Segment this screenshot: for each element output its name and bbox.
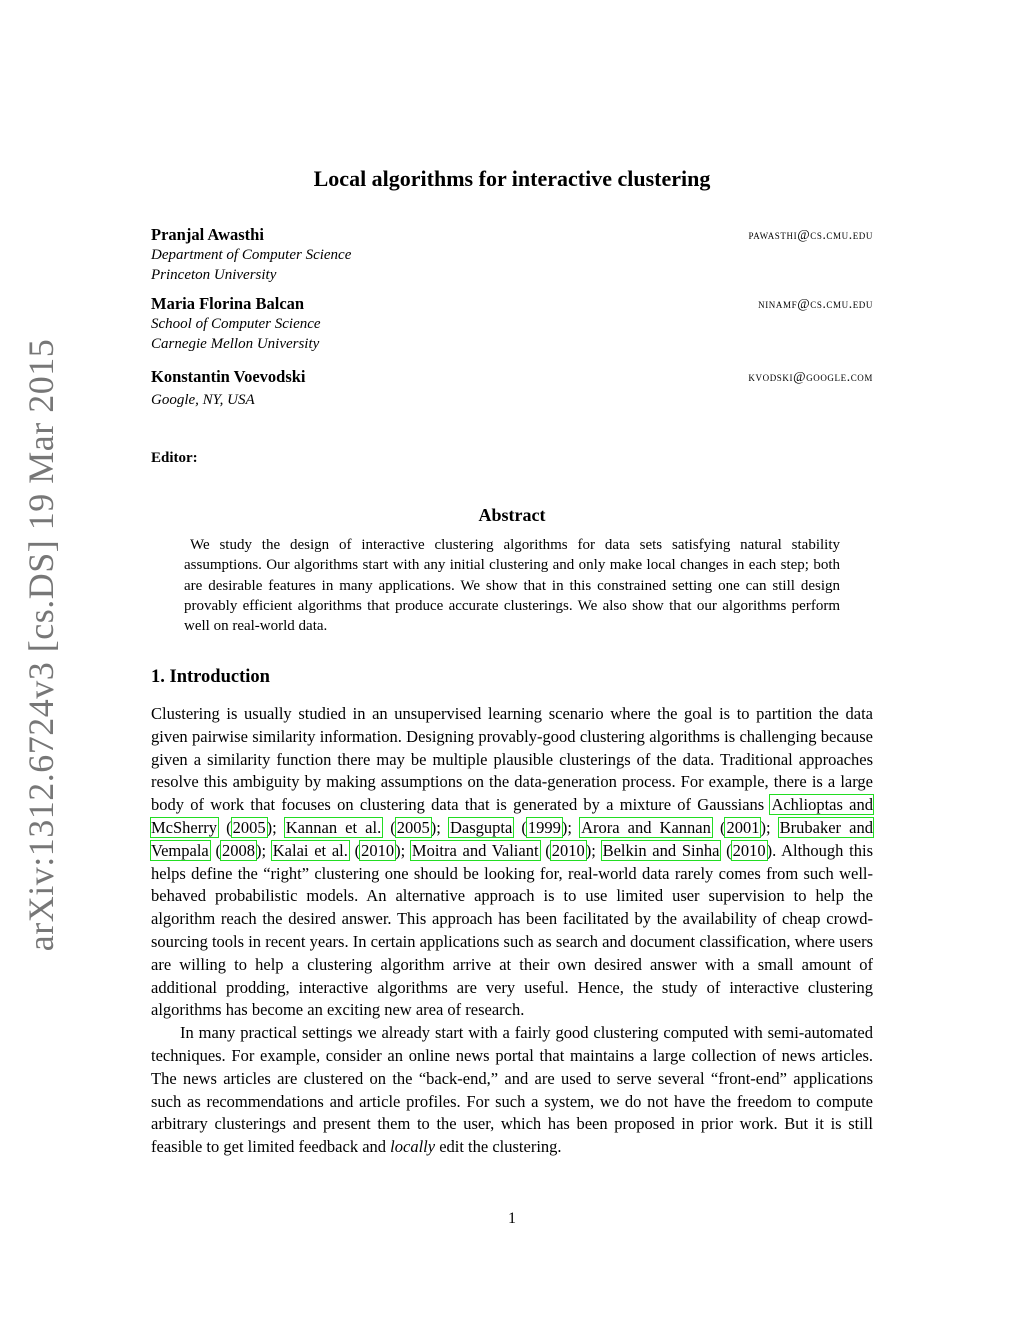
author-affiliation: Princeton University <box>151 267 277 283</box>
editor-label: Editor: <box>151 450 198 466</box>
abstract-content: We study the design of interactive clustering algorithms for data sets satisfying natural stability assumptions. Our algorithms start with any initial clustering and only make local changes in each step; both are desirable features in many applications. We show that in this constrained setting one can still design provably efficient algorithms that produce accurate clusterings. We also show that our algorithms perform well on real-world data. <box>184 537 840 635</box>
author-block <box>151 294 873 354</box>
citation-link[interactable]: Kannan et al. <box>285 817 382 837</box>
author-affiliation: Google, NY, USA <box>151 392 255 408</box>
page-number: 1 <box>508 1210 516 1227</box>
author-email[interactable]: ninamf@cs.cmu.edu <box>758 296 873 311</box>
citation-link[interactable]: Arora and Kannan <box>581 817 711 837</box>
emphasis: locally <box>390 1137 436 1157</box>
paragraph-text: Clustering is usually studied in an unsupervised learning scenario where the goal is to partition the data given pairwise similarity information. Designing provably-good clustering algorithms is challenging because given a similarity function there may be multiple plausible clusterings of the data. Traditional approaches resolve this ambiguity by making assumptions on the data-generation process. For example, there is a large body of work that focuses on clustering data that is generated by a mixture of Gaussians <box>151 704 873 815</box>
citation-year-link[interactable]: 2005 <box>232 817 266 837</box>
abstract-heading: Abstract <box>478 505 546 525</box>
author-affiliation: Carnegie Mellon University <box>151 336 320 352</box>
author-name: Konstantin Voevodski <box>151 367 306 386</box>
citation-link[interactable]: Kalai et al. <box>272 840 348 860</box>
author-name: Pranjal Awasthi <box>151 225 264 244</box>
citation-link[interactable]: Moitra and Valiant <box>411 840 539 860</box>
citation-year-link[interactable]: 1999 <box>527 817 561 837</box>
section-body <box>151 703 873 1159</box>
paragraph: Clustering is usually studied in an unsupervised learning scenario where the goal is to partition the data given pairwise similarity information. Designing provably-good clustering algorithms is challenging because given a similarity function there may be multiple plausible clusterings of the data. Traditional approaches resolve this ambiguity by making assumptions on the data-generation process. For example, there is a large body of work that focuses on clustering data that is generated by a mixture of Gaussians Achlioptas and McSherry (2005); Kannan et al. (2005); Dasgupta (1999); Arora and Kannan (2001); Brubaker and Vempala (2008); Kalai et al. (2010); Moitra and Valiant (2010); Belkin and Sinha (2010). Although this helps define the “right” clustering one should be looking for, real-world data rarely comes from such well-behaved probabilistic models. An alternative approach is to use limited user supervision to help the algorithm reach the desired answer. This approach has been facilitated by the availability of cheap crowd-sourcing tools in recent years. In certain applications such as search and document classification, where users are willing to help a clustering algorithm arrive at their own desired answer with a small amount of additional prodding, interactive algorithms are very useful. Hence, the study of interactive clustering algorithms has become an exciting new area of research. <box>151 704 873 1020</box>
paper-title: Local algorithms for interactive clustering <box>313 166 711 191</box>
citation-link[interactable]: Achlioptas and McSherry <box>151 795 873 837</box>
author-email[interactable]: kvodski@google.com <box>748 369 873 384</box>
section-heading: 1. Introduction <box>151 667 270 687</box>
paragraph-text: Although this helps define the “right” clustering one should be looking for, real-world data rarely comes from such well-behaved probabilistic models. An alternative approach is to use limited user supervision to help the algorithm reach the desired answer. This approach has been facilitated by the availability of cheap crowd-sourcing tools in recent years. In certain applications such as search and document classification, where users are willing to help a clustering algorithm arrive at their own desired answer with a small amount of additional prodding, interactive algorithms are very useful. Hence, the study of interactive clustering algorithms has become an exciting new area of research. <box>151 840 873 1020</box>
citation-link[interactable]: Belkin and Sinha <box>602 840 720 860</box>
citation-year-link[interactable]: 2005 <box>396 817 430 837</box>
author-affiliation: School of Computer Science <box>151 316 321 332</box>
author-name: Maria Florina Balcan <box>151 294 305 313</box>
paragraph-text: In many practical settings we already start with a fairly good clustering computed with semi-automated techniques. For example, consider an online news portal that maintains a large collection of news articles. The news articles are clustered on the “back-end,” and are used to serve several “front-end” applications such as recommendations and article profiles. For such a system, we do not have the freedom to compute arbitrary clusterings and present them to the user, which has been proposed in prior work. But it is still feasible to get limited feedback and <box>151 1023 873 1157</box>
author-block <box>151 225 873 285</box>
citation-year-link[interactable]: 2008 <box>221 840 255 860</box>
arxiv-sidebar <box>16 338 66 952</box>
arxiv-identifier: arXiv:1312.6724v3 [cs.DS] 19 Mar 2015 <box>21 338 61 952</box>
author-email[interactable]: pawasthi@cs.cmu.edu <box>748 227 873 242</box>
citation-link[interactable]: Dasgupta <box>449 817 513 837</box>
citation-year-link[interactable]: 2001 <box>726 817 760 837</box>
author-block <box>151 367 873 410</box>
citation-year-link[interactable]: 2010 <box>551 840 585 860</box>
abstract-text <box>184 535 840 636</box>
citation-year-link[interactable]: 2010 <box>732 840 766 860</box>
author-affiliation: Department of Computer Science <box>151 247 352 263</box>
paragraph-text: edit the clustering. <box>435 1137 562 1157</box>
paragraph <box>151 1022 873 1159</box>
citation-link[interactable]: Brubaker and Vempala <box>151 817 873 860</box>
citation-year-link[interactable]: 2010 <box>361 840 395 860</box>
